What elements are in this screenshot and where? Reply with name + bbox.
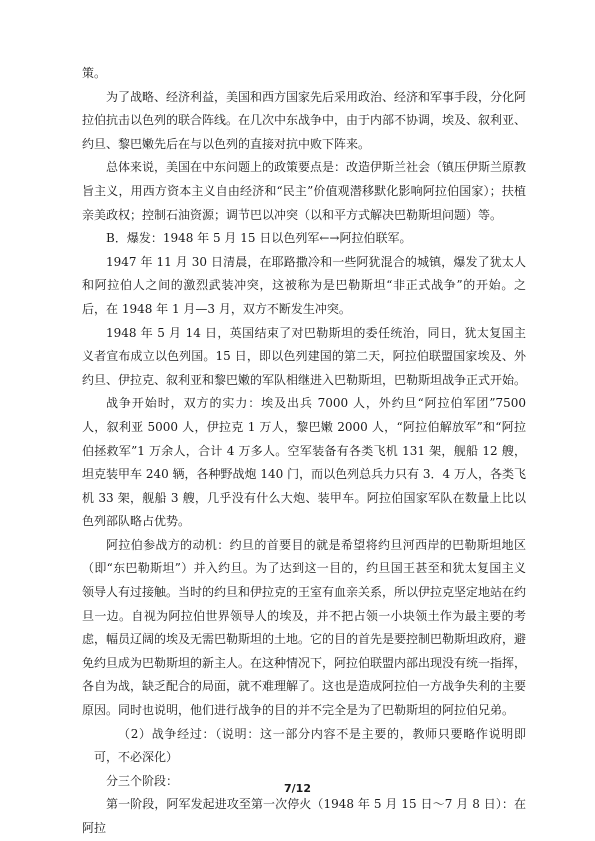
paragraph-motives: 阿拉伯参战方的动机：约旦的首要目的就是希望将约旦河西岸的巴勒斯坦地区（即“东巴勒斯坦”）并入约旦。为了达到这一目的，约旦国王甚至和犹太复国主义领导人有过接触。当时的约旦和伊拉克的王室有血亲关系，所以伊拉克坚定地站在约旦一边。自视为阿拉伯世界领导人的埃及，并不把占领一小块领土作为最主要的考虑，幅员辽阔的埃及无需巴勒斯坦的土地。它的目的首先是要控制巴勒斯坦政府，避免约旦成为巴勒斯坦的新主人。在这种情况下，阿拉伯联盟内部出现没有统一指挥，各自为战，缺乏配合的局面，就不难理解了。这也是造成阿拉伯一方战争失利的主要原因。同时也说明，他们进行战争的目的并不完全是为了巴勒斯坦的阿拉伯兄弟。 [82,537,527,718]
section-heading-course: （2）战争经过：（说明：这一部分内容不是主要的，教师只要略作说明即可，不必深化） [94,726,526,765]
page-number: 7/12 [284,782,311,795]
paragraph-us-strategy: 为了战略、经济利益，美国和西方国家先后采用政治、经济和军事手段，分化阿拉伯抗击以色列的联合阵线。在几次中东战争中，由于内部不协调，埃及、叙利亚、约旦、黎巴嫩先后在与以色列的直接对抗中败下阵来。 [82,89,527,151]
paragraph-1947-conflict: 1947 年 11 月 30 日清晨，在耶路撒冷和一些阿犹混合的城镇，爆发了犹太人和阿拉伯人之间的激烈武装冲突，这被称为是巴勒斯坦“非正式战争”的开始。之后，在 1948 年 1 月—3 月，双方不断发生冲突。 [82,254,526,316]
section-heading-outbreak: B．爆发：1948 年 5 月 15 日以色列军←→阿拉伯联军。 [106,231,412,246]
paragraph-stage-one: 第一阶段，阿军发起进攻至第一次停火（1948 年 5 月 15 日～7 月 8 日）：在阿拉 [82,797,526,835]
paragraph-strength: 战争开始时，双方的实力：埃及出兵 7000 人，外约旦“阿拉伯军团”7500 人，叙利亚 5000 人，伊拉克 1 万人，黎巴嫩 2000 人，“阿拉伯解放军”和“阿拉伯拯救军”1 万余人，合计 4 万多人。空军装备有各类飞机 131 架，舰船 12 艘，坦克装甲车 240 辆，各种野战炮 140 门，而以色列总兵力只有 3．4 万人，各类飞机 33 架，舰船 3 艘，几乎没有什么大炮、装甲车。阿拉伯国家军队在数量上比以色列部队略占优势。 [82,396,526,529]
paragraph-three-stages: 分三个阶段： [106,773,179,788]
paragraph-1948-israel: 1948 年 5 月 14 日，英国结束了对巴勒斯坦的委任统治，同日，犹太复国主义者宣布成立以色列国。15 日，即以色列建国的第二天，阿拉伯联盟国家埃及、外约旦、伊拉克、叙利亚和黎巴嫩的军队相继进入巴勒斯坦，巴勒斯坦战争正式开始。 [82,325,527,387]
document-body [82,62,526,841]
paragraph-continuation: 策。 [82,66,107,80]
paragraph-us-policy: 总体来说，美国在中东问题上的政策要点是：改造伊斯兰社会（镇压伊斯兰原教旨主义，用西方资本主义自由经济和“民主”价值观潜移默化影响阿拉伯国家）；扶植亲美政权；控制石油资源；调节巴以冲突（以和平方式解决巴勒斯坦问题）等。 [82,160,527,222]
